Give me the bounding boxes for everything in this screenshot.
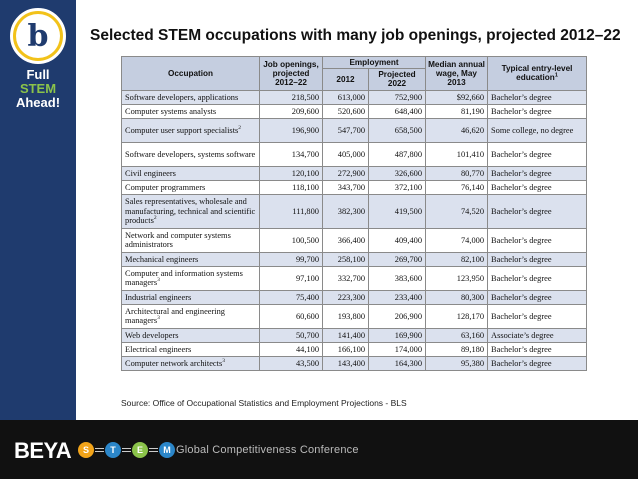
- occupation-cell: [122, 304, 260, 328]
- occupation-cell-text: Network and computer systems administrators: [125, 230, 231, 250]
- education-cell: [488, 180, 587, 194]
- slide-title: Selected STEM occupations with many job openings, projected 2012–22: [90, 27, 621, 44]
- occupations-table-wrapper: [121, 56, 586, 371]
- education-cell: [488, 356, 587, 370]
- education-cell-text: Bachelor’s degree: [491, 206, 552, 216]
- median-wage-cell: [426, 290, 488, 304]
- employment-2022-cell: [369, 304, 426, 328]
- employment-2022-cell-text: 658,500: [394, 125, 423, 135]
- employment-2022-cell: [369, 118, 426, 142]
- header-employment-2022: Projected 2022: [369, 69, 426, 90]
- education-cell: [488, 342, 587, 356]
- job-openings-cell-text: 100,500: [291, 235, 319, 245]
- conference-name: Global Competitiveness Conference: [176, 444, 359, 456]
- occupation-cell-text: Computer user support specialists: [125, 125, 239, 135]
- median-wage-cell-text: 63,160: [460, 330, 485, 340]
- employment-2022-cell-text: 174,000: [394, 344, 423, 354]
- occupation-cell: [122, 228, 260, 252]
- median-wage-cell: [426, 142, 488, 166]
- median-wage-cell: [426, 356, 488, 370]
- employment-2022-cell: [369, 180, 426, 194]
- employment-2012-cell: [323, 356, 369, 370]
- median-wage-cell: [426, 304, 488, 328]
- employment-2012-cell-text: 272,900: [337, 168, 365, 178]
- employment-2022-cell: [369, 328, 426, 342]
- occupation-cell: [122, 328, 260, 342]
- job-openings-cell-text: 99,700: [295, 254, 319, 264]
- employment-2022-cell-text: 326,600: [394, 168, 423, 178]
- occupation-cell: [122, 252, 260, 266]
- median-wage-cell-text: 76,140: [460, 182, 485, 192]
- sidebar: [0, 0, 76, 420]
- occupation-cell: [122, 104, 260, 118]
- median-wage-cell-text: 82,100: [460, 254, 485, 264]
- median-wage-cell: [426, 166, 488, 180]
- job-openings-cell: [260, 356, 323, 370]
- equals-icon: [122, 448, 131, 452]
- header-occupation: Occupation: [122, 57, 260, 91]
- employment-2022-cell-text: 372,100: [394, 182, 423, 192]
- employment-2022-cell-text: 206,900: [394, 311, 423, 321]
- education-cell-text: Bachelor’s degree: [491, 106, 552, 116]
- occupation-cell: [122, 166, 260, 180]
- occupation-cell-text: Civil engineers: [125, 168, 176, 178]
- stem-badge: M: [159, 442, 175, 458]
- employment-2012-cell: [323, 166, 369, 180]
- education-cell-text: Bachelor’s degree: [491, 182, 552, 192]
- table-row: [122, 290, 587, 304]
- job-openings-cell-text: 97,100: [295, 273, 319, 283]
- job-openings-cell-text: 120,100: [291, 168, 319, 178]
- job-openings-cell: [260, 194, 323, 228]
- education-cell: [488, 142, 587, 166]
- footnote-marker: 2: [153, 214, 157, 221]
- employment-2022-cell: [369, 342, 426, 356]
- employment-2022-cell: [369, 142, 426, 166]
- education-cell: [488, 194, 587, 228]
- tagline-line-1: Full: [26, 67, 50, 82]
- employment-2022-cell: [369, 252, 426, 266]
- footnote-marker: 3: [157, 315, 160, 322]
- employment-2012-cell: [323, 342, 369, 356]
- job-openings-cell-text: 43,500: [295, 358, 319, 368]
- tagline-line-2: STEM: [19, 81, 57, 96]
- occupation-cell-text: Mechanical engineers: [125, 254, 199, 264]
- employment-2022-cell-text: 752,900: [394, 92, 423, 102]
- job-openings-cell: [260, 290, 323, 304]
- employment-2022-cell-text: 169,900: [394, 330, 423, 340]
- job-openings-cell: [260, 342, 323, 356]
- occupation-cell-text: Industrial engineers: [125, 292, 192, 302]
- footnote-marker: 3: [157, 277, 160, 284]
- occupation-cell: [122, 356, 260, 370]
- table-row: [122, 104, 587, 118]
- occupation-cell: [122, 342, 260, 356]
- employment-2012-cell-text: 223,300: [337, 292, 365, 302]
- employment-2022-cell: [369, 356, 426, 370]
- table-row: [122, 180, 587, 194]
- table-row: [122, 228, 587, 252]
- median-wage-cell: [426, 252, 488, 266]
- equals-icon: [149, 448, 158, 452]
- job-openings-cell-text: 44,100: [295, 344, 319, 354]
- job-openings-cell: [260, 104, 323, 118]
- job-openings-cell: [260, 180, 323, 194]
- footnote-marker: 3: [222, 357, 225, 364]
- education-cell-text: Bachelor’s degree: [491, 311, 552, 321]
- job-openings-cell-text: 209,600: [291, 106, 319, 116]
- employment-2012-cell: [323, 228, 369, 252]
- employment-2012-cell-text: 613,000: [337, 92, 365, 102]
- education-cell: [488, 228, 587, 252]
- job-openings-cell-text: 111,800: [292, 206, 319, 216]
- employment-2012-cell-text: 332,700: [337, 273, 365, 283]
- table-row: [122, 194, 587, 228]
- employment-2022-cell-text: 269,700: [394, 254, 423, 264]
- employment-2012-cell: [323, 180, 369, 194]
- tagline: [0, 68, 76, 110]
- education-cell-text: Bachelor’s degree: [491, 235, 552, 245]
- median-wage-cell-text: 74,000: [460, 235, 485, 245]
- job-openings-cell-text: 60,600: [295, 311, 319, 321]
- employment-2022-cell-text: 487,800: [394, 149, 423, 159]
- employment-2022-cell: [369, 104, 426, 118]
- tagline-line-3: Ahead!: [15, 95, 61, 110]
- header-median-wage: Median annual wage, May 2013: [426, 57, 488, 91]
- job-openings-cell-text: 196,900: [291, 125, 319, 135]
- employment-2012-cell: [323, 194, 369, 228]
- employment-2022-cell-text: 164,300: [394, 358, 423, 368]
- table-row: [122, 252, 587, 266]
- median-wage-cell-text: 128,170: [456, 311, 485, 321]
- header-employment-2012: 2012: [323, 69, 369, 90]
- table-row: [122, 142, 587, 166]
- header-education-footnote: 1: [554, 72, 558, 79]
- employment-2012-cell-text: 166,100: [337, 344, 365, 354]
- header-employment: Employment: [323, 57, 426, 69]
- employment-2012-cell: [323, 304, 369, 328]
- median-wage-cell-text: 80,770: [460, 168, 485, 178]
- education-cell: [488, 266, 587, 290]
- occupations-table: [121, 56, 587, 371]
- footnote-marker: 2: [238, 124, 242, 131]
- median-wage-cell: [426, 180, 488, 194]
- education-cell: [488, 290, 587, 304]
- employment-2012-cell-text: 141,400: [337, 330, 365, 340]
- source-note: Source: Office of Occupational Statistics and Employment Projections - BLS: [121, 398, 407, 408]
- education-cell-text: Bachelor’s degree: [491, 344, 552, 354]
- employment-2012-cell: [323, 252, 369, 266]
- table-row: [122, 342, 587, 356]
- employment-2022-cell-text: 409,400: [394, 235, 423, 245]
- occupation-cell: [122, 180, 260, 194]
- occupation-cell-text: Web developers: [125, 330, 179, 340]
- occupation-cell: [122, 118, 260, 142]
- employment-2022-cell: [369, 194, 426, 228]
- employment-2012-cell: [323, 290, 369, 304]
- job-openings-cell: [260, 142, 323, 166]
- table-body: [122, 90, 587, 370]
- table-row: [122, 90, 587, 104]
- employment-2012-cell: [323, 118, 369, 142]
- education-cell-text: Bachelor’s degree: [491, 273, 552, 283]
- header-education: [488, 57, 587, 91]
- table-row: [122, 328, 587, 342]
- education-cell-text: Some college, no degree: [491, 125, 574, 135]
- table-row: [122, 166, 587, 180]
- employment-2012-cell: [323, 104, 369, 118]
- median-wage-cell-text: 46,620: [460, 125, 485, 135]
- job-openings-cell-text: 134,700: [291, 149, 319, 159]
- education-cell: [488, 166, 587, 180]
- beya-logo: BEYA: [14, 438, 72, 463]
- occupation-cell: [122, 194, 260, 228]
- occupation-cell-text: Computer systems analysts: [125, 106, 217, 116]
- job-openings-cell: [260, 252, 323, 266]
- occupation-cell: [122, 90, 260, 104]
- employment-2012-cell-text: 258,100: [337, 254, 365, 264]
- median-wage-cell: [426, 118, 488, 142]
- job-openings-cell-text: 50,700: [295, 330, 319, 340]
- logo-letter: b: [16, 14, 60, 58]
- education-cell-text: Bachelor’s degree: [491, 149, 552, 159]
- median-wage-cell: [426, 90, 488, 104]
- median-wage-cell-text: 89,180: [460, 344, 485, 354]
- employment-2012-cell-text: 366,400: [337, 235, 365, 245]
- employment-2012-cell-text: 382,300: [337, 206, 365, 216]
- job-openings-cell: [260, 166, 323, 180]
- employment-2022-cell: [369, 166, 426, 180]
- education-cell: [488, 252, 587, 266]
- median-wage-cell-text: $92,660: [456, 92, 485, 102]
- header-education-label: Typical entry-level education: [501, 64, 573, 83]
- logo-badge: [10, 8, 66, 64]
- employment-2012-cell-text: 193,800: [337, 311, 365, 321]
- education-cell-text: Bachelor’s degree: [491, 292, 552, 302]
- median-wage-cell: [426, 194, 488, 228]
- median-wage-cell-text: 74,520: [460, 206, 485, 216]
- occupation-cell-text: Sales representatives, wholesale and manufacturing, technical and scientific products: [125, 197, 256, 225]
- occupation-cell-text: Software developers, applications: [125, 92, 239, 102]
- education-cell-text: Bachelor’s degree: [491, 168, 552, 178]
- employment-2012-cell-text: 405,000: [337, 149, 365, 159]
- median-wage-cell: [426, 266, 488, 290]
- occupation-cell: [122, 266, 260, 290]
- education-cell-text: Bachelor’s degree: [491, 92, 552, 102]
- employment-2012-cell: [323, 142, 369, 166]
- employment-2022-cell-text: 419,500: [394, 206, 423, 216]
- median-wage-cell-text: 81,190: [460, 106, 485, 116]
- median-wage-cell: [426, 328, 488, 342]
- employment-2012-cell-text: 547,700: [337, 125, 365, 135]
- median-wage-cell: [426, 104, 488, 118]
- median-wage-cell-text: 101,410: [456, 149, 485, 159]
- table-row: [122, 118, 587, 142]
- job-openings-cell: [260, 90, 323, 104]
- employment-2022-cell-text: 233,400: [394, 292, 423, 302]
- job-openings-cell: [260, 228, 323, 252]
- table-row: [122, 304, 587, 328]
- median-wage-cell-text: 95,380: [460, 358, 485, 368]
- median-wage-cell: [426, 228, 488, 252]
- job-openings-cell-text: 75,400: [295, 292, 319, 302]
- job-openings-cell: [260, 118, 323, 142]
- table-row: [122, 356, 587, 370]
- occupation-cell-text: Computer and information systems managers: [125, 268, 243, 288]
- employment-2012-cell-text: 343,700: [337, 182, 365, 192]
- employment-2022-cell: [369, 290, 426, 304]
- stem-badge: E: [132, 442, 148, 458]
- occupation-cell-text: Computer programmers: [125, 182, 206, 192]
- employment-2012-cell: [323, 90, 369, 104]
- header-job-openings: Job openings, projected 2012–22: [260, 57, 323, 91]
- job-openings-cell: [260, 328, 323, 342]
- education-cell: [488, 328, 587, 342]
- median-wage-cell-text: 123,950: [456, 273, 485, 283]
- stem-badges: [78, 442, 175, 458]
- stem-badge: T: [105, 442, 121, 458]
- table-row: [122, 266, 587, 290]
- occupation-cell-text: Computer network architects: [125, 358, 223, 368]
- employment-2012-cell: [323, 266, 369, 290]
- occupation-cell-text: Software developers, systems software: [125, 149, 256, 159]
- education-cell: [488, 90, 587, 104]
- education-cell: [488, 118, 587, 142]
- employment-2012-cell-text: 143,400: [337, 358, 365, 368]
- median-wage-cell-text: 80,300: [460, 292, 485, 302]
- footer-bar: [0, 420, 638, 479]
- occupation-cell-text: Electrical engineers: [125, 344, 192, 354]
- education-cell-text: Bachelor’s degree: [491, 358, 552, 368]
- employment-2022-cell-text: 383,600: [394, 273, 423, 283]
- education-cell: [488, 304, 587, 328]
- occupation-cell-text: Architectural and engineering managers: [125, 306, 225, 326]
- occupation-cell: [122, 142, 260, 166]
- job-openings-cell-text: 218,500: [291, 92, 319, 102]
- job-openings-cell: [260, 304, 323, 328]
- education-cell-text: Bachelor’s degree: [491, 254, 552, 264]
- employment-2012-cell-text: 520,600: [337, 106, 365, 116]
- stem-badge: S: [78, 442, 94, 458]
- education-cell-text: Associate’s degree: [491, 330, 554, 340]
- job-openings-cell-text: 118,100: [292, 182, 319, 192]
- employment-2022-cell: [369, 90, 426, 104]
- median-wage-cell: [426, 342, 488, 356]
- employment-2022-cell: [369, 228, 426, 252]
- job-openings-cell: [260, 266, 323, 290]
- employment-2022-cell-text: 648,400: [394, 106, 423, 116]
- employment-2012-cell: [323, 328, 369, 342]
- occupation-cell: [122, 290, 260, 304]
- education-cell: [488, 104, 587, 118]
- employment-2022-cell: [369, 266, 426, 290]
- equals-icon: [95, 448, 104, 452]
